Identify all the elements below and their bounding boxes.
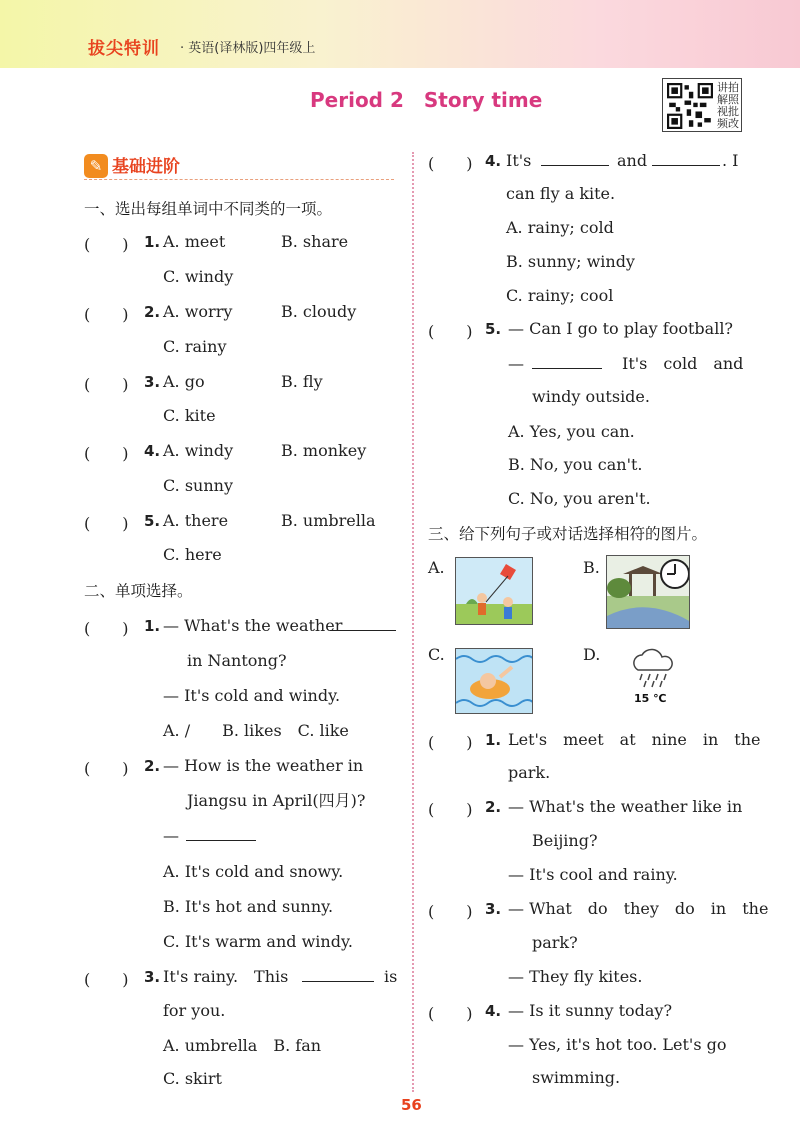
option-b: B. sunny; windy (506, 252, 635, 271)
answer-blank[interactable] (302, 967, 374, 987)
question-text: — How is the weather in (163, 756, 364, 775)
answer-blank[interactable] (652, 151, 720, 171)
question-text: — It's cold and windy. (163, 686, 341, 705)
option-b: B. No, you can't. (508, 455, 643, 474)
answer-bracket[interactable]: ( ) (84, 514, 129, 533)
question-text: — What's the weather like in (508, 797, 743, 816)
option-b: B. share (281, 232, 349, 251)
answer-bracket[interactable]: ( ) (428, 154, 473, 173)
picture-label-a: A. (428, 558, 445, 577)
picture-label-d: D. (583, 645, 601, 664)
answer-bracket[interactable]: ( ) (84, 970, 129, 989)
question-number: 3. (144, 373, 161, 391)
answer-blank[interactable] (330, 616, 396, 636)
qr-caption: 讲拍解照视批频改 (717, 81, 739, 130)
question-number: 1. (485, 731, 502, 749)
temperature-label: 15 ℃ (634, 692, 667, 705)
question-number: 4. (485, 152, 502, 170)
option-c: C. kite (163, 406, 216, 425)
section-label: 基础进阶 (112, 157, 180, 177)
question-text: — (508, 354, 524, 373)
option-a: A. meet (163, 232, 226, 251)
swimming-icon (456, 649, 533, 714)
option-c: C. rainy (163, 337, 227, 356)
question-text: and (617, 151, 648, 170)
option-b: B. fly (281, 372, 323, 391)
question-text: — It's cool and rainy. (508, 865, 678, 884)
option-c: C. skirt (163, 1069, 222, 1088)
answer-blank[interactable] (532, 354, 602, 374)
pencil-icon: ✎ (84, 154, 108, 178)
question-number: 5. (144, 512, 161, 530)
question-text: in Nantong? (187, 651, 287, 670)
option-b: B. umbrella (281, 511, 376, 530)
option-c: C. sunny (163, 476, 234, 495)
part3-heading: 三、给下列句子或对话选择相符的图片。 (428, 525, 708, 543)
answer-bracket[interactable]: ( ) (428, 733, 473, 752)
answer-blank[interactable] (186, 826, 256, 846)
option-a: A. Yes, you can. (508, 422, 635, 441)
question-number: 4. (144, 442, 161, 460)
question-number: 1. (144, 617, 161, 635)
question-text: It's (506, 151, 532, 170)
question-text: It's cold and (622, 354, 744, 373)
question-number: 3. (144, 968, 161, 986)
option-c: C. It's warm and windy. (163, 932, 353, 951)
answer-bracket[interactable]: ( ) (428, 902, 473, 921)
question-text: — (163, 826, 179, 845)
question-text: park? (532, 933, 578, 952)
rain-weather-picture (630, 648, 676, 708)
page-number: 56 (401, 1096, 422, 1114)
option-c: C. here (163, 545, 222, 564)
part1-heading: 一、选出每组单词中不同类的一项。 (84, 200, 333, 218)
brand-logo: 拔尖特训 (88, 39, 160, 59)
swimming-picture (455, 648, 533, 714)
park-clock-picture (606, 555, 690, 629)
question-text: is (384, 967, 398, 986)
question-text: for you. (163, 1001, 226, 1020)
kite-picture (455, 557, 533, 625)
answer-blank[interactable] (541, 151, 609, 171)
option-c: C. rainy; cool (506, 286, 614, 305)
column-divider (412, 152, 414, 1092)
option-c: C. No, you aren't. (508, 489, 651, 508)
question-text: . I (722, 151, 739, 170)
answer-bracket[interactable]: ( ) (84, 619, 129, 638)
answer-bracket[interactable]: ( ) (84, 759, 129, 778)
qr-code-icon (667, 83, 713, 129)
qr-box[interactable] (662, 78, 742, 132)
option-a: A. rainy; cold (506, 218, 614, 237)
options: A. / B. likes C. like (163, 721, 349, 740)
question-text: park. (508, 763, 551, 782)
book-subtitle: · 英语(译林版)四年级上 (180, 41, 316, 56)
rain-cloud-icon (630, 648, 676, 688)
question-text: Let's meet at nine in the (508, 730, 761, 749)
option-a: A. worry (163, 302, 233, 321)
question-text: — Yes, it's hot too. Let's go (508, 1035, 727, 1054)
question-text: — What do they do in the (508, 899, 769, 918)
section-divider (84, 179, 394, 180)
question-text: — What's the weather (163, 616, 343, 635)
park-clock-icon (607, 556, 690, 629)
question-number: 5. (485, 320, 502, 338)
answer-bracket[interactable]: ( ) (428, 800, 473, 819)
picture-label-b: B. (583, 558, 600, 577)
part2-heading: 二、单项选择。 (84, 582, 193, 600)
kite-flying-icon (456, 558, 533, 625)
question-text: Jiangsu in April(四月)? (187, 791, 366, 810)
question-number: 3. (485, 900, 502, 918)
options: A. umbrella B. fan (163, 1036, 322, 1055)
question-text: swimming. (532, 1068, 621, 1087)
page-title: Period 2 Story time (310, 88, 543, 112)
question-text: — Can I go to play football? (508, 319, 734, 338)
section-heading (84, 150, 394, 180)
option-a: A. there (163, 511, 229, 530)
answer-bracket[interactable]: ( ) (84, 305, 129, 324)
question-text: — They fly kites. (508, 967, 643, 986)
option-b: B. cloudy (281, 302, 357, 321)
answer-bracket[interactable]: ( ) (428, 1004, 473, 1023)
question-text: It's rainy. This (163, 967, 289, 986)
question-text: — Is it sunny today? (508, 1001, 673, 1020)
question-number: 2. (485, 798, 502, 816)
option-b: B. It's hot and sunny. (163, 897, 334, 916)
option-c: C. windy (163, 267, 234, 286)
option-a: A. go (163, 372, 205, 391)
question-number: 2. (144, 303, 161, 321)
question-text: windy outside. (532, 387, 650, 406)
option-b: B. monkey (281, 441, 367, 460)
question-number: 1. (144, 233, 161, 251)
question-text: can fly a kite. (506, 184, 616, 203)
answer-bracket[interactable]: ( ) (84, 235, 129, 254)
picture-label-c: C. (428, 645, 445, 664)
answer-bracket[interactable]: ( ) (84, 444, 129, 463)
answer-bracket[interactable]: ( ) (84, 375, 129, 394)
option-a: A. windy (163, 441, 234, 460)
question-number: 2. (144, 757, 161, 775)
question-number: 4. (485, 1002, 502, 1020)
option-a: A. It's cold and snowy. (163, 862, 344, 881)
answer-bracket[interactable]: ( ) (428, 322, 473, 341)
question-text: Beijing? (532, 831, 598, 850)
